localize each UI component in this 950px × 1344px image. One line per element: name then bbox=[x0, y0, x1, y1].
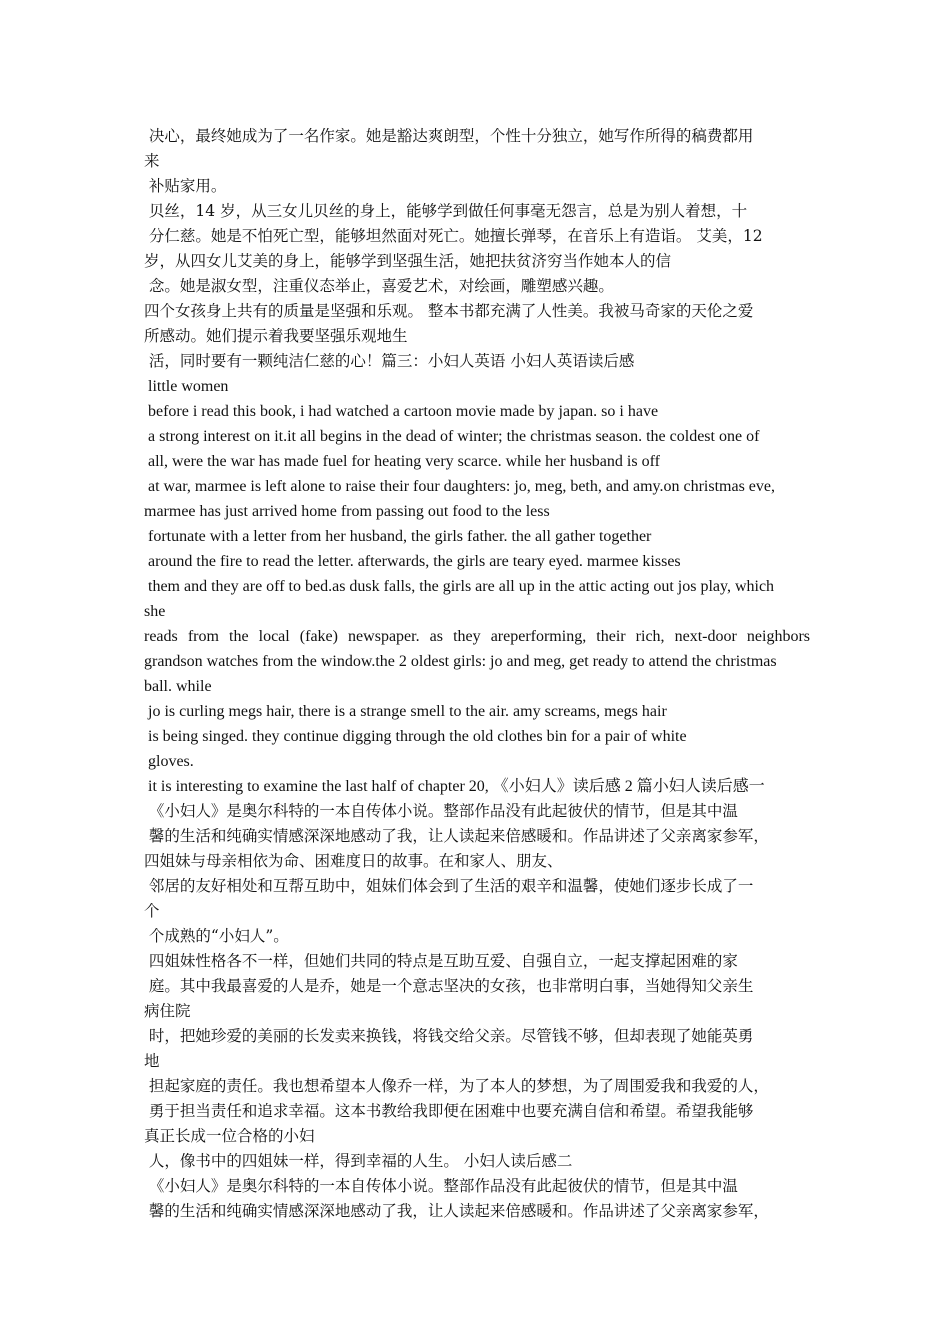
text-line: 分仁慈。她是不怕死亡型，能够坦然面对死亡。她擅长弹琴，在音乐上有造诣。 艾美，12 bbox=[144, 227, 763, 245]
text-line: 《小妇人》是奥尔科特的一本自传体小说。整部作品没有此起彼伏的情节，但是其中温 bbox=[144, 802, 738, 820]
text-line: 四姐妹性格各不一样，但她们共同的特点是互助互爱、自强自立，一起支撑起困难的家 bbox=[144, 952, 738, 970]
text-line: 决心，最终她成为了一名作家。她是豁达爽朗型，个性十分独立，她写作所得的稿费都用 bbox=[144, 127, 754, 145]
text-line: all, were the war has made fuel for heating very scarce. while her husband is off bbox=[144, 453, 660, 470]
text-line: 活，同时要有一颗纯洁仁慈的心！篇三：小妇人英语 小妇人英语读后感 bbox=[144, 352, 635, 370]
text-line: gloves. bbox=[144, 753, 194, 770]
document-body bbox=[144, 124, 810, 1224]
text-line: 时，把她珍爱的美丽的长发卖来换钱，将钱交给父亲。尽管钱不够，但却表现了她能英勇 bbox=[144, 1027, 754, 1045]
text-line: 勇于担当责任和追求幸福。这本书教给我即便在困难中也要充满自信和希望。希望我能够 bbox=[144, 1102, 754, 1120]
text-line: she bbox=[144, 603, 166, 620]
text-line: marmee has just arrived home from passing out food to the less bbox=[144, 503, 550, 520]
text-line: 人，像书中的四姐妹一样，得到幸福的人生。 小妇人读后感二 bbox=[144, 1152, 573, 1170]
text-line: jo is curling megs hair, there is a strange smell to the air. amy screams, megs hair bbox=[144, 703, 667, 720]
text-line: 《小妇人》是奥尔科特的一本自传体小说。整部作品没有此起彼伏的情节，但是其中温 bbox=[144, 1177, 738, 1195]
text-line: around the fire to read the letter. afterwards, the girls are teary eyed. marmee kisses bbox=[144, 553, 681, 570]
text-line: 馨的生活和纯确实情感深深地感动了我，让人读起来倍感暖和。作品讲述了父亲离家参军， bbox=[144, 1202, 769, 1220]
text-line: 岁，从四女儿艾美的身上，能够学到坚强生活，她把扶贫济穷当作她本人的信 bbox=[144, 252, 672, 270]
text-line: 馨的生活和纯确实情感深深地感动了我，让人读起来倍感暖和。作品讲述了父亲离家参军， bbox=[144, 827, 769, 845]
text-line: before i read this book, i had watched a cartoon movie made by japan. so i have bbox=[144, 403, 659, 420]
text-line: 真正长成一位合格的小妇 bbox=[144, 1127, 315, 1145]
text-line: 庭。其中我最喜爱的人是乔，她是一个意志坚决的女孩，也非常明白事，当她得知父亲生 bbox=[144, 977, 754, 995]
text-line: 补贴家用。 bbox=[144, 177, 227, 195]
text-line: 担起家庭的责任。我也想希望本人像乔一样，为了本人的梦想，为了周围爱我和我爱的人， bbox=[144, 1077, 769, 1095]
text-line: at war, marmee is left alone to raise their four daughters: jo, meg, beth, and amy.on christmas eve, bbox=[144, 478, 775, 495]
text-line: 所感动。她们提示着我要坚强乐观地生 bbox=[144, 327, 408, 345]
text-line: 来 bbox=[144, 152, 160, 170]
text-line: 个成熟的“小妇人”。 bbox=[144, 927, 289, 945]
text-line: 邻居的友好相处和互帮互助中，姐妹们体会到了生活的艰辛和温馨，使她们逐步长成了一 bbox=[144, 877, 754, 895]
text-line: grandson watches from the window.the 2 oldest girls: jo and meg, get ready to attend the christmas bbox=[144, 653, 777, 670]
text-line: is being singed. they continue digging through the old clothes bin for a pair of white bbox=[144, 728, 687, 745]
text-line: 念。她是淑女型，注重仪态举止，喜爱艺术，对绘画，雕塑感兴趣。 bbox=[144, 277, 614, 295]
text-line: them and they are off to bed.as dusk falls, the girls are all up in the attic acting out jos play, which bbox=[144, 578, 775, 595]
text-line: ball. while bbox=[144, 678, 212, 695]
text-line: little women bbox=[144, 378, 229, 395]
text-line: a strong interest on it.it all begins in the dead of winter; the christmas season. the coldest one of bbox=[144, 428, 760, 445]
text-line: 个 bbox=[144, 902, 160, 920]
text-line: it is interesting to examine the last half of chapter 20, 《小妇人》读后感 2 篇小妇人读后感一 bbox=[144, 778, 765, 795]
text-line: 病住院 bbox=[144, 1002, 191, 1020]
text-line: reads from the local (fake) newspaper. as they areperforming, their rich, next-door neighbors bbox=[144, 628, 810, 645]
text-line: 地 bbox=[144, 1052, 160, 1070]
text-line: 贝丝，14 岁，从三女儿贝丝的身上，能够学到做任何事毫无怨言，总是为别人着想，十 bbox=[144, 202, 748, 220]
text-line: fortunate with a letter from her husband, the girls father. the all gather together bbox=[144, 528, 652, 545]
text-line: 四个女孩身上共有的质量是坚强和乐观。 整本书都充满了人性美。我被马奇家的天伦之爱 bbox=[144, 302, 754, 320]
text-line: 四姐妹与母亲相依为命、困难度日的故事。在和家人、朋友、 bbox=[144, 852, 563, 870]
